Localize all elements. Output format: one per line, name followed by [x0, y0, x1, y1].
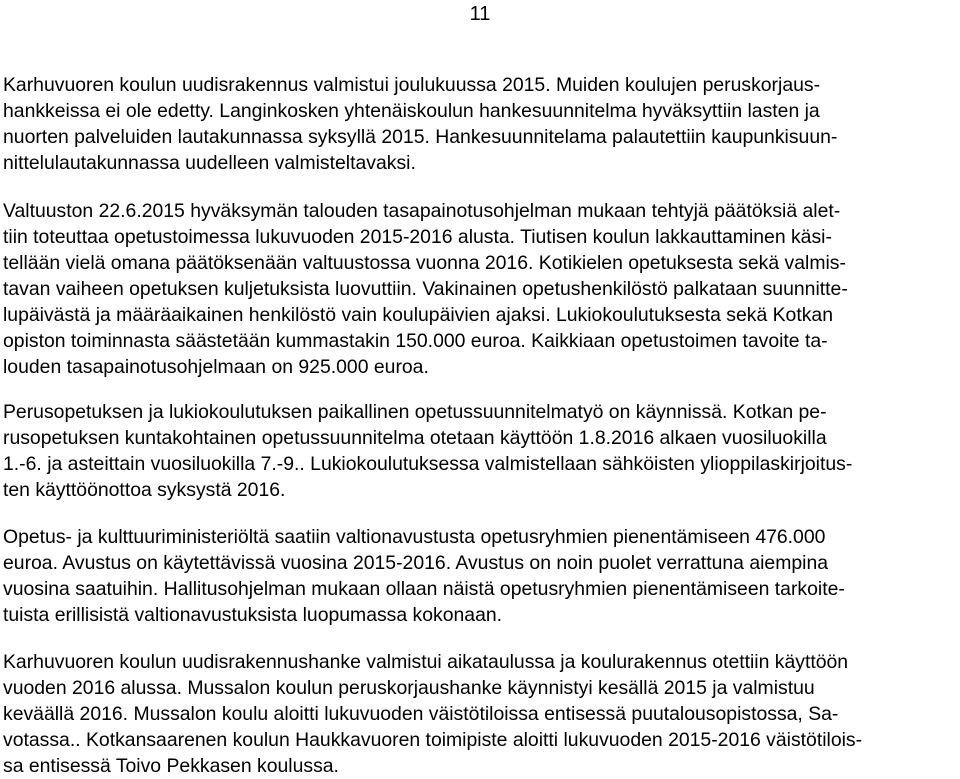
text-line: rusopetuksen kuntakohtainen opetussuunnitelma otetaan käyttöön 1.8.2016 alkaen vuosiluokilla — [3, 427, 827, 449]
page-number: 11 — [469, 3, 491, 25]
text-line: votassa.. Kotkansaarenen koulun Haukkavuoren toimipiste aloitti lukuvuoden 2015-2016 väistötilois- — [3, 729, 863, 751]
text-line: vuosina saatuihin. Hallitusohjelman mukaan ollaan näistä opetusryhmien pienentämiseen tarkoite- — [3, 578, 845, 600]
paragraph-rakennushankkeet — [3, 649, 953, 779]
paragraph-valtionavustus — [3, 524, 953, 628]
text-line: Valtuuston 22.6.2015 hyväksymän talouden tasapainotusohjelman mukaan tehtyjä päätöksiä alet- — [3, 200, 841, 222]
text-line: louden tasapainotusohjelmaan on 925.000 euroa. — [3, 356, 429, 378]
text-line: Karhuvuoren koulun uudisrakennus valmistui joulukuussa 2015. Muiden koulujen peruskorjaus- — [3, 74, 821, 96]
text-line: 1.-6. ja asteittain vuosiluokilla 7.-9.. Lukiokoulutuksessa valmistellaan sähköisten ylioppilaskirjoitus- — [3, 453, 853, 475]
text-line: ten käyttöönottoa syksystä 2016. — [3, 479, 286, 501]
text-line: lupäivästä ja määräaikainen henkilöstö vain koulupäivien ajaksi. Lukiokoulutuksesta sekä Kotkan — [3, 304, 833, 326]
text-line: tiin toteuttaa opetustoimessa lukuvuoden 2015-2016 alusta. Tiutisen koulun lakkauttaminen käsi- — [3, 226, 832, 248]
text-line: nittelulautakunnassa uudelleen valmisteltavaksi. — [3, 152, 416, 174]
text-line: nuorten palveluiden lautakunnassa syksyllä 2015. Hankesuunnitelama palautettiin kaupunkisuun- — [3, 126, 838, 148]
paragraph-valtuusto-tasapainotus — [3, 198, 953, 380]
text-line: tavan vaiheen opetuksen kuljetuksista luovuttiin. Vakinainen opetushenkilöstö palkataan suunnitte- — [3, 278, 848, 300]
text-line: vuoden 2016 alussa. Mussalon koulun peruskorjaushanke käynnistyi kesällä 2015 ja valmistuu — [3, 677, 815, 699]
text-line: Perusopetuksen ja lukiokoulutuksen paikallinen opetussuunnitelmatyö on käynnissä. Kotkan pe- — [3, 401, 827, 423]
text-line: hankkeissa ei ole edetty. Langinkosken yhtenäiskoulun hankesuunnitelma hyväksyttiin lasten ja — [3, 100, 820, 122]
text-line: tuista erillisistä valtionavustuksista luopumassa kokonaan. — [3, 604, 503, 626]
text-line: opiston toiminnasta säästetään kummastakin 150.000 euroa. Kaikkiaan opetustoimen tavoite ta- — [3, 330, 828, 352]
paragraph-opetussuunnitelma — [3, 399, 953, 503]
paragraph-karhuvuori-uudisrakennus — [3, 72, 953, 176]
text-line: Karhuvuoren koulun uudisrakennushanke valmistui aikataulussa ja koulurakennus otettiin käyttöön — [3, 651, 849, 673]
text-line: keväällä 2016. Mussalon koulu aloitti lukuvuoden väistötiloissa entisessä puutalousopistossa, Sa- — [3, 703, 839, 725]
text-line: tellään vielä omana päätöksenään valtuustossa vuonna 2016. Kotikielen opetuksesta sekä valmis- — [3, 252, 846, 274]
text-line: Opetus- ja kulttuuriministeriöltä saatiin valtionavustusta opetusryhmien pienentämiseen 476.000 — [3, 526, 826, 548]
text-line: euroa. Avustus on käytettävissä vuosina 2015-2016. Avustus on noin puolet verrattuna aiempina — [3, 552, 829, 574]
text-line: sa entisessä Toivo Pekkasen koulussa. — [3, 755, 339, 777]
